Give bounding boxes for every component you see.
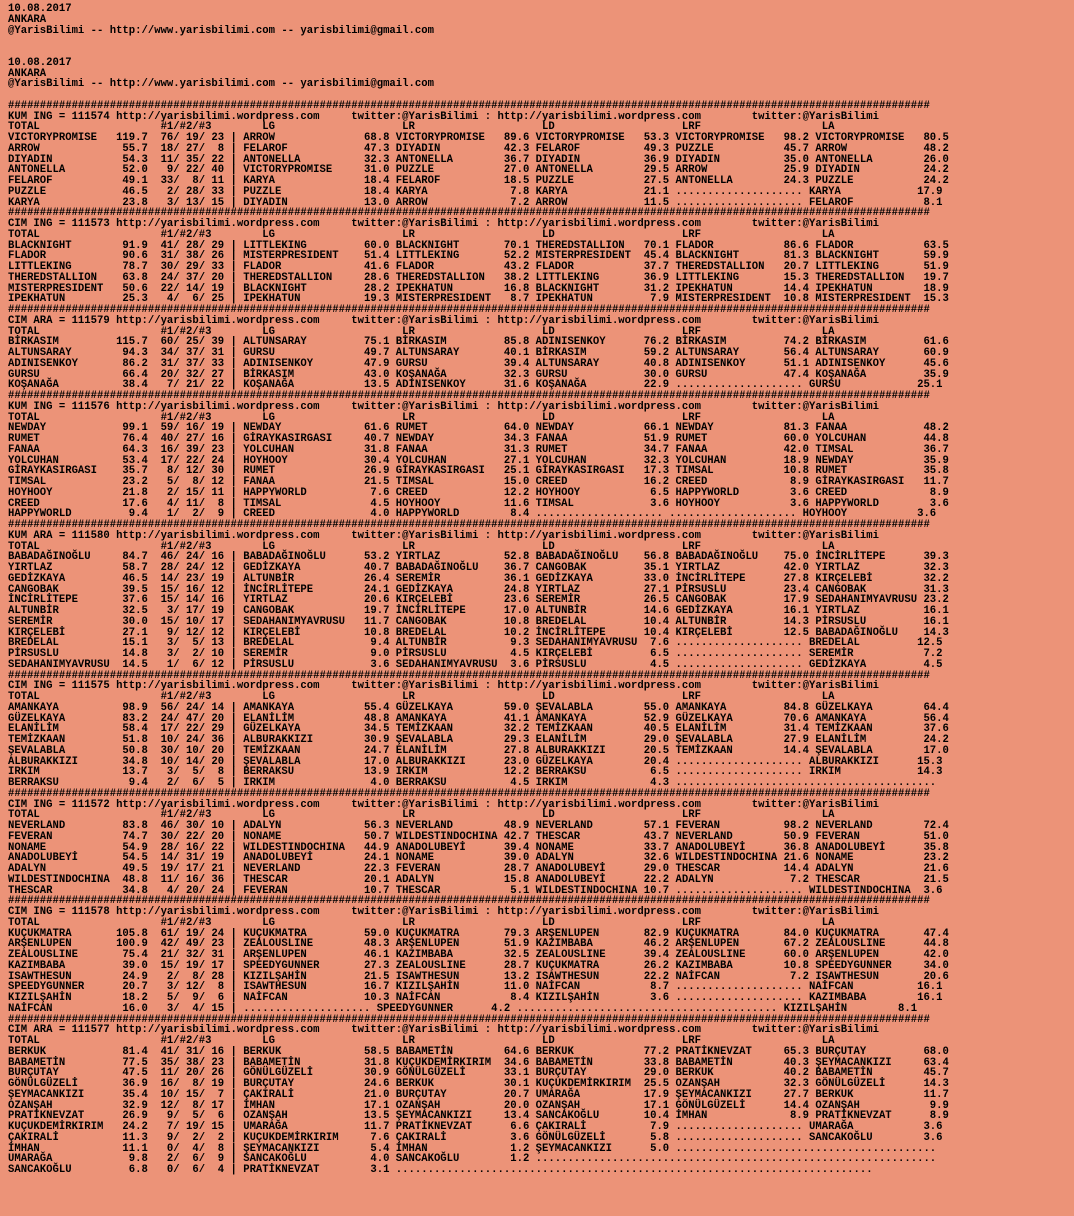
race-header: CIM ARA = 111577 http://yarisbilimi.wordpress.com twitter:@YarisBilimi : http://yarisbilimi.wordpress.com twitter:@YarisBilimi bbox=[8, 1024, 879, 1037]
report-line: GÖNÜLGÜZELİ 36.9 16/ 8/ 19 | BURÇUTAY 24.6 BERKUK 30.1 KUÇUKDEMİRKIRIM 25.5 OZANŞAH 32.3 GÖNÜLGÜZELİ 14.3 bbox=[8, 1078, 949, 1090]
report-line: @YarisBilimi -- http://www.yarisbilimi.com -- yarisbilimi@gmail.com bbox=[8, 24, 434, 37]
report-line: THEREDSTALLION 63.8 24/ 37/ 20 | THEREDSTALLION 28.6 THEREDSTALLION 38.2 LITTLEKING 36.9 LITTLEKING 15.3 THEREDSTALLION 19.7 bbox=[8, 271, 949, 284]
section-separator: ################################################################################################################################################# bbox=[8, 669, 930, 682]
report-line: PUZZLE 46.5 2/ 28/ 33 | PUZZLE 18.4 KARYA 7.8 KARYA 21.1 .................... KARYA 17.9 bbox=[8, 185, 943, 198]
report-line: BERKUK 81.4 41/ 31/ 16 | BERKUK 58.5 BABAMETİN 64.6 BERKUK 77.2 PRATİKNEVZAT 65.3 BURÇUTAY 68.0 bbox=[8, 1045, 949, 1058]
report-line: YIRTLAZ 58.7 28/ 24/ 12 | GEDİZKAYA 40.7 BABADAĞINOĞLU 36.7 CANGOBAK 35.1 YIRTLAZ 42.0 YIRTLAZ 32.3 bbox=[8, 562, 949, 574]
report-line: NAİFCAN 16.0 3/ 4/ 15 | .................... SPEEDYGUNNER 4.2 ......................................... KIZILŞAHİN 8.1 bbox=[8, 1002, 918, 1015]
report-line: AMANKAYA 98.9 56/ 24/ 14 | AMANKAYA 55.4 GÜZELKAYA 59.0 ŞEVALABLA 55.0 AMANKAYA 84.8 GÜZELKAYA 64.4 bbox=[8, 701, 949, 714]
report-line: ARŞENLUPEN 100.9 42/ 49/ 23 | ZEALOUSLINE 48.3 ARŞENLUPEN 51.9 KAZIMBABA 46.2 ARŞENLUPEN 67.2 ZEALOUSLINE 44.8 bbox=[8, 938, 949, 951]
report-line: SPEEDYGUNNER 20.7 3/ 12/ 8 | ISAWTHESUN 16.7 KIZILŞAHİN 11.0 NAİFCAN 8.7 .................... NAİFCAN 16.1 bbox=[8, 981, 943, 994]
column-header: TOTAL #1/#2/#3 LG LR LD LRF LA bbox=[8, 228, 835, 241]
report-line: @YarisBilimi -- http://www.yarisbilimi.com -- yarisbilimi@gmail.com bbox=[8, 78, 434, 91]
column-header: TOTAL #1/#2/#3 LG LR LD LRF LA bbox=[8, 540, 835, 553]
report-line: TEMİZKAAN 51.8 10/ 24/ 36 | ALBURAKKIZI 30.9 ŞEVALABLA 29.3 ELANİLİM 29.0 ŞEVALABLA 27.9 ELANİLİM 24.2 bbox=[8, 734, 949, 746]
report-line: ÇAKIRALİ 11.3 9/ 2/ 2 | KUÇUKDEMİRKIRIM 7.6 ÇAKIRALİ 3.6 GÖNÜLGÜZELİ 5.8 .................... SANCAKOĞLU 3.6 bbox=[8, 1131, 943, 1144]
report-line: KIRÇELEBİ 27.1 9/ 12/ 12 | KIRÇELEBİ 10.8 BREDELAL 10.2 İNCİRLİTEPE 10.4 KIRÇELEBİ 12.5 BABADAĞINOĞLU 14.3 bbox=[8, 626, 949, 639]
report-line: KUÇUKMATRA 105.8 61/ 19/ 24 | KUÇUKMATRA 59.0 KUÇUKMATRA 79.3 ARŞENLUPEN 82.9 KUÇUKMATRA 84.0 KUÇUKMATRA 47.4 bbox=[8, 927, 949, 940]
report-line: YOLCUHAN 53.4 17/ 22/ 24 | HOYHOOY 30.4 YOLCUHAN 27.1 YOLCUHAN 32.3 YOLCUHAN 18.9 NEWDAY 35.9 bbox=[8, 454, 949, 467]
report-line: BURÇUTAY 47.5 11/ 20/ 26 | GÖNÜLGÜZELİ 30.9 GÖNÜLGÜZELİ 33.1 BURÇUTAY 29.0 BERKUK 40.2 BABAMETİN 45.7 bbox=[8, 1067, 949, 1080]
race-header: CIM ING = 111572 http://yarisbilimi.wordpress.com twitter:@YarisBilimi : http://yarisbilimi.wordpress.com twitter:@YarisBilimi bbox=[8, 798, 879, 811]
report-line: WILDESTINDOCHINA 48.8 11/ 16/ 36 | THESCAR 20.1 ADALYN 15.8 ANADOLUBEYİ 22.2 ADALYN 7.2 THESCAR 21.5 bbox=[8, 873, 949, 886]
report-line: İNCİRLİTEPE 37.6 15/ 14/ 16 | YIRTLAZ 20.6 KIRÇELEBİ 23.6 SEREMİR 26.5 CANGOBAK 17.9 SEDAHANIMYAVRUSU 23.2 bbox=[8, 594, 949, 607]
report-line: NEWDAY 99.1 59/ 16/ 19 | NEWDAY 61.6 RUMET 64.0 NEWDAY 66.1 NEWDAY 81.3 FANAA 48.2 bbox=[8, 422, 949, 435]
report-line: FANAA 64.3 16/ 39/ 23 | YOLCUHAN 31.8 FANAA 31.3 RUMET 34.7 FANAA 42.0 TIMSAL 36.7 bbox=[8, 443, 949, 456]
report-line: ŞEYMACANKIZI 35.4 10/ 15/ 7 | ÇAKIRALİ 21.0 BURÇUTAY 20.7 UMARAĞA 17.9 ŞEYMACANKIZI 27.7 BERKUK 11.7 bbox=[8, 1088, 949, 1101]
report-line: ADINISENKOY 86.2 31/ 37/ 33 | ADINISENKOY 47.9 GURSU 39.4 ALTUNSARAY 40.8 ADINISENKOY 51.1 ADINISENKOY 45.6 bbox=[8, 357, 949, 370]
column-header: TOTAL #1/#2/#3 LG LR LD LRF LA bbox=[8, 809, 835, 822]
report-line: OZANŞAH 32.9 12/ 8/ 17 | İMHAN 17.1 OZANŞAH 20.0 OZANŞAH 17.1 GÖNÜLGÜZELİ 14.4 OZANŞAH 9.9 bbox=[8, 1099, 949, 1112]
report-line: ISAWTHESUN 24.9 2/ 8/ 28 | KIZILŞAHİN 21.5 ISAWTHESUN 13.2 ISAWTHESUN 22.2 NAİFCAN 7.2 ISAWTHESUN 20.6 bbox=[8, 970, 949, 983]
report-line: ALBURAKKIZI 34.8 10/ 14/ 20 | ŞEVALABLA 17.0 ALBURAKKIZI 23.0 GÜZELKAYA 20.4 .................... ALBURAKKIZI 15.3 bbox=[8, 755, 943, 768]
report-line: ALTUNBİR 32.5 3/ 17/ 19 | CANGOBAK 19.7 İNCİRLİTEPE 17.0 ALTUNBİR 14.6 GEDİZKAYA 16.1 YIRTLAZ 16.1 bbox=[8, 605, 949, 617]
blank-line bbox=[8, 47, 1074, 58]
section-separator: ################################################################################################################################################# bbox=[8, 99, 930, 112]
column-header: TOTAL #1/#2/#3 LG LR LD LRF LA bbox=[8, 325, 835, 338]
report-line: MISTERPRESIDENT 50.6 22/ 14/ 19 | BLACKNIGHT 28.2 IPEKHATUN 16.8 BLACKNIGHT 31.2 IPEKHATUN 14.4 IPEKHATUN 18.9 bbox=[8, 282, 949, 295]
report-line: IRKIM 13.7 3/ 5/ 8 | BERRAKSU 13.9 IRKIM 12.2 BERRAKSU 6.5 .................... IRKIM 14.3 bbox=[8, 766, 943, 779]
report-line: DIYADIN 54.3 11/ 35/ 22 | ANTONELLA 32.3 ANTONELLA 36.7 DIYADIN 36.9 DIYADIN 35.0 ANTONELLA 26.0 bbox=[8, 153, 949, 166]
report-line: BİRKASIM 115.7 60/ 25/ 39 | ALTUNSARAY 75.1 BİRKASIM 85.8 ADINISENKOY 76.2 BİRKASIM 74.2 BİRKASIM 61.6 bbox=[8, 336, 949, 349]
race-header: CIM ING = 111573 http://yarisbilimi.wordpress.com twitter:@YarisBilimi : http://yarisbilimi.wordpress.com twitter:@YarisBilimi bbox=[8, 218, 879, 230]
report-line: CREED 17.6 4/ 11/ 8 | TIMSAL 4.5 HOYHOOY 11.6 TIMSAL 3.6 HOYHOOY 3.6 HAPPYWORLD 3.6 bbox=[8, 497, 949, 510]
report-line: GEDİZKAYA 46.5 14/ 23/ 19 | ALTUNBİR 26.4 SEREMİR 36.1 GEDİZKAYA 33.0 İNCİRLİTEPE 27.8 KIRÇELEBİ 32.2 bbox=[8, 572, 949, 585]
column-header: TOTAL #1/#2/#3 LG LR LD LRF LA bbox=[8, 1035, 835, 1047]
section-separator: ################################################################################################################################################# bbox=[8, 519, 930, 531]
report-line: PİRSUSLU 14.8 3/ 2/ 10 | SEREMİR 9.0 PİRSUSLU 4.5 KIRÇELEBİ 6.5 .................... SEREMİR 7.2 bbox=[8, 648, 943, 660]
report-line: KOŞANAĞA 38.4 7/ 21/ 22 | KOŞANAĞA 13.5 ADINISENKOY 31.6 KOŞANAĞA 22.9 .................... GURSU 25.1 bbox=[8, 379, 943, 392]
report-line: ANTONELLA 52.0 9/ 22/ 40 | VICTORYPROMISE 31.0 PUZZLE 27.0 ANTONELLA 29.5 ARROW 25.9 DIYADIN 24.2 bbox=[8, 164, 949, 177]
report-line: NEVERLAND 83.8 46/ 30/ 10 | ADALYN 56.3 NEVERLAND 48.9 NEVERLAND 57.1 FEVERAN 98.2 NEVERLAND 72.4 bbox=[8, 820, 949, 832]
report-line: KUÇUKDEMİRKIRIM 24.2 7/ 19/ 15 | UMARAĞA 11.7 PRATİKNEVZAT 6.6 ÇAKIRALİ 7.9 .................... UMARAĞA 3.6 bbox=[8, 1121, 943, 1133]
report-line: KIZILŞAHİN 18.2 5/ 9/ 6 | NAİFCAN 10.3 NAİFCAN 8.4 KIZILŞAHİN 3.6 .................... KAZIMBABA 16.1 bbox=[8, 992, 943, 1004]
report-line: BABAMETİN 77.5 35/ 38/ 23 | BABAMETİN 31.8 KUÇUKDEMİRKIRIM 34.6 BABAMETİN 33.8 BABAMETİN 40.3 ŞEYMACANKIZI 63.4 bbox=[8, 1056, 949, 1069]
report-line: FEVERAN 74.7 30/ 22/ 20 | NONAME 50.7 WILDESTINDOCHINA 42.7 THESCAR 43.7 NEVERLAND 50.9 FEVERAN 51.0 bbox=[8, 830, 949, 843]
column-header: TOTAL #1/#2/#3 LG LR LD LRF LA bbox=[8, 916, 835, 929]
blank-line bbox=[8, 36, 1074, 47]
report-line: SANCAKOĞLU 6.8 0/ 6/ 4 | PRATİKNEVZAT 3.1 ........................................................................... bbox=[8, 1164, 873, 1176]
report-line: PRATİKNEVZAT 26.9 9/ 5/ 6 | OZANŞAH 13.5 ŞEYMACANKIZI 13.4 SANCAKOĞLU 10.4 İMHAN 8.9 PRATİKNEVZAT 8.9 bbox=[8, 1110, 949, 1123]
report-line: ANKARA bbox=[8, 67, 47, 80]
report-line: ADALYN 49.5 19/ 17/ 21 | NEVERLAND 22.3 FEVERAN 28.7 ANADOLUBEYİ 29.0 THESCAR 14.4 ADALYN 21.6 bbox=[8, 863, 949, 875]
report-line: ŞEVALABLA 50.8 30/ 10/ 20 | TEMİZKAAN 24.7 ELANİLİM 27.8 ALBURAKKIZI 20.5 TEMİZKAAN 14.4 ŞEVALABLA 17.0 bbox=[8, 744, 949, 757]
section-separator: ################################################################################################################################################# bbox=[8, 787, 930, 800]
report-line: ZEALOUSLINE 75.4 21/ 32/ 31 | ARŞENLUPEN 46.1 KAZIMBABA 32.5 ZEALOUSLINE 39.4 ZEALOUSLINE 60.0 ARŞENLUPEN 42.0 bbox=[8, 949, 949, 961]
race-header: KUM ING = 111574 http://yarisbilimi.wordpress.com twitter:@YarisBilimi : http://yarisbilimi.wordpress.com twitter:@YarisBilimi bbox=[8, 110, 879, 123]
report-line: ARROW 55.7 18/ 27/ 8 | FELAROF 47.3 DIYADIN 42.3 FELAROF 49.3 PUZZLE 45.7 ARROW 48.2 bbox=[8, 142, 949, 155]
section-separator: ################################################################################################################################################# bbox=[8, 304, 930, 316]
report-line: ANADOLUBEYİ 54.5 14/ 31/ 19 | ANADOLUBEYİ 24.1 NONAME 39.0 ADALYN 32.6 WILDESTINDOCHINA 21.6 NONAME 23.2 bbox=[8, 852, 949, 865]
report-line: BABADAĞINOĞLU 84.7 46/ 24/ 16 | BABADAĞINOĞLU 53.2 YIRTLAZ 52.8 BABADAĞINOĞLU 56.8 BABADAĞINOĞLU 75.0 İNCİRLİTEPE 39.3 bbox=[8, 551, 949, 564]
report-line: ANKARA bbox=[8, 13, 47, 26]
report-line: UMARAĞA 9.8 2/ 6/ 9 | SANCAKOĞLU 4.0 SANCAKOĞLU 1.2 ............................................................... bbox=[8, 1153, 937, 1166]
column-header: TOTAL #1/#2/#3 LG LR LD LRF LA bbox=[8, 121, 835, 134]
race-header: CIM ING = 111575 http://yarisbilimi.wordpress.com twitter:@YarisBilimi : http://yarisbilimi.wordpress.com twitter:@YarisBilimi bbox=[8, 680, 879, 693]
report-line: RUMET 76.4 40/ 27/ 16 | GİRAYKASIRGASI 40.7 NEWDAY 34.3 FANAA 51.9 RUMET 60.0 YOLCUHAN 44.8 bbox=[8, 433, 949, 445]
report-line: KARYA 23.8 3/ 13/ 15 | DIYADIN 13.0 ARROW 7.2 ARROW 11.5 .................... FELAROF 8.1 bbox=[8, 196, 943, 209]
report-line: BERRAKSU 9.4 2/ 6/ 5 | IRKIM 4.0 BERRAKSU 4.5 IRKIM 4.3 ......................................... bbox=[8, 777, 937, 789]
report-line: GİRAYKASIRGASI 35.7 8/ 12/ 30 | RUMET 26.9 GİRAYKASIRGASI 25.1 GİRAYKASIRGASI 17.3 TIMSAL 10.8 RUMET 35.8 bbox=[8, 465, 949, 478]
report-line: BLACKNIGHT 91.9 41/ 28/ 29 | LITTLEKING 60.0 BLACKNIGHT 70.1 THEREDSTALLION 70.1 FLADOR 86.6 FLADOR 63.5 bbox=[8, 239, 949, 252]
report-line: IPEKHATUN 25.3 4/ 6/ 25 | IPEKHATUN 19.3 MISTERPRESIDENT 8.7 IPEKHATUN 7.9 MISTERPRESIDENT 10.8 MISTERPRESIDENT 15.3 bbox=[8, 293, 949, 306]
report-line: LITTLEKING 78.7 30/ 29/ 33 | FLADOR 41.6 FLADOR 43.2 FLADOR 37.7 THEREDSTALLION 20.7 LITTLEKING 51.9 bbox=[8, 261, 949, 273]
report-line: İMHAN 11.1 0/ 4/ 8 | ŞEYMACANKIZI 5.4 İMHAN 1.2 ŞEYMACANKIZI 5.0 ......................................... bbox=[8, 1142, 937, 1155]
section-separator: ################################################################################################################################################# bbox=[8, 895, 930, 908]
section-separator: ################################################################################################################################################# bbox=[8, 1013, 930, 1026]
column-header: TOTAL #1/#2/#3 LG LR LD LRF LA bbox=[8, 691, 835, 703]
report-line: HAPPYWORLD 9.4 1/ 2/ 9 | CREED 4.0 HAPPYWORLD 8.4 .................... .................... HOYHOOY 3.6 bbox=[8, 508, 937, 521]
report-line: ALTUNSARAY 94.3 34/ 37/ 31 | GURSU 49.7 ALTUNSARAY 40.1 BİRKASIM 59.2 ALTUNSARAY 56.4 ALTUNSARAY 60.9 bbox=[8, 347, 949, 359]
race-header: KUM ARA = 111580 http://yarisbilimi.wordpress.com twitter:@YarisBilimi : http://yarisbilimi.wordpress.com twitter:@YarisBilimi bbox=[8, 529, 879, 542]
report-line: ELANİLİM 58.4 17/ 22/ 29 | GÜZELKAYA 34.5 TEMİZKAAN 32.2 TEMİZKAAN 40.5 ELANİLİM 31.4 TEMİZKAAN 37.6 bbox=[8, 723, 949, 736]
report-line: KAZIMBABA 39.0 15/ 19/ 17 | SPEEDYGUNNER 27.3 ZEALOUSLINE 28.7 KUÇUKMATRA 26.2 KAZIMBABA 10.8 SPEEDYGUNNER 34.0 bbox=[8, 959, 949, 972]
report-line: CANGOBAK 39.5 15/ 16/ 12 | İNCİRLİTEPE 24.1 GEDİZKAYA 24.8 YIRTLAZ 27.1 PİRSUSLU 23.4 CANGOBAK 31.3 bbox=[8, 583, 949, 596]
report-line: HOYHOOY 21.8 2/ 15/ 11 | HAPPYWORLD 7.6 CREED 12.2 HOYHOOY 6.5 HAPPYWORLD 3.6 CREED 8.9 bbox=[8, 486, 949, 499]
report-line: 10.08.2017 bbox=[8, 56, 72, 69]
race-header: CIM ING = 111578 http://yarisbilimi.wordpress.com twitter:@YarisBilimi : http://yarisbilimi.wordpress.com twitter:@YarisBilimi bbox=[8, 906, 879, 918]
race-header: KUM ING = 111576 http://yarisbilimi.wordpress.com twitter:@YarisBilimi : http://yarisbilimi.wordpress.com twitter:@YarisBilimi bbox=[8, 400, 879, 413]
report-line: SEDAHANIMYAVRUSU 14.5 1/ 6/ 12 | PİRSUSLU 3.6 SEDAHANIMYAVRUSU 3.6 PİRSUSLU 4.5 .................... GEDİZKAYA 4.5 bbox=[8, 658, 943, 671]
report-line: FLADOR 90.6 31/ 38/ 26 | MISTERPRESIDENT 51.4 LITTLEKING 52.2 MISTERPRESIDENT 45.4 BLACKNIGHT 81.3 BLACKNIGHT 59.9 bbox=[8, 250, 949, 263]
report-line: VICTORYPROMISE 119.7 76/ 19/ 23 | ARROW 68.8 VICTORYPROMISE 89.6 VICTORYPROMISE 53.3 VICTORYPROMISE 98.2 VICTORYPROMISE 80.5 bbox=[8, 132, 949, 144]
section-separator: ################################################################################################################################################# bbox=[8, 207, 930, 220]
section-separator: ################################################################################################################################################# bbox=[8, 390, 930, 402]
report-line: THESCAR 34.8 4/ 20/ 24 | FEVERAN 10.7 THESCAR 5.1 WILDESTINDOCHINA 10.7 .................... WILDESTINDOCHINA 3.6 bbox=[8, 884, 943, 897]
report-line: FELAROF 49.1 33/ 8/ 11 | KARYA 18.4 FELAROF 18.5 PUZZLE 27.5 ANTONELLA 24.3 PUZZLE 24.2 bbox=[8, 175, 949, 187]
race-header: CIM ARA = 111579 http://yarisbilimi.wordpress.com twitter:@YarisBilimi : http://yarisbilimi.wordpress.com twitter:@YarisBilimi bbox=[8, 314, 879, 327]
report-line: 10.08.2017 bbox=[8, 3, 72, 15]
report-line: GURSU 66.4 20/ 32/ 27 | BİRKASIM 43.0 KOŞANAĞA 32.3 GURSU 30.0 GURSU 47.4 KOŞANAĞA 35.9 bbox=[8, 368, 949, 381]
report-line: GÜZELKAYA 83.2 24/ 47/ 20 | ELANİLİM 48.8 AMANKAYA 41.1 AMANKAYA 52.9 GÜZELKAYA 70.6 AMANKAYA 56.4 bbox=[8, 712, 949, 725]
report-line: NONAME 54.9 28/ 16/ 22 | WILDESTINDOCHINA 44.9 ANADOLUBEYİ 39.4 NONAME 33.7 ANADOLUBEYİ 36.8 ANADOLUBEYİ 35.8 bbox=[8, 841, 949, 854]
report-line: BREDELAL 15.1 3/ 5/ 13 | BREDELAL 9.4 ALTUNBİR 9.3 SEDAHANIMYAVRUSU 7.6 .................... BREDELAL 12.5 bbox=[8, 637, 943, 650]
report-line: SEREMİR 30.0 15/ 10/ 17 | SEDAHANIMYAVRUSU 11.7 CANGOBAK 10.8 BREDELAL 10.4 ALTUNBİR 14.3 PİRSUSLU 16.1 bbox=[8, 615, 949, 628]
report-line: TIMSAL 23.2 5/ 8/ 12 | FANAA 21.5 TIMSAL 15.0 CREED 16.2 CREED 8.9 GİRAYKASIRGASI 11.7 bbox=[8, 476, 949, 488]
column-header: TOTAL #1/#2/#3 LG LR LD LRF LA bbox=[8, 411, 835, 424]
